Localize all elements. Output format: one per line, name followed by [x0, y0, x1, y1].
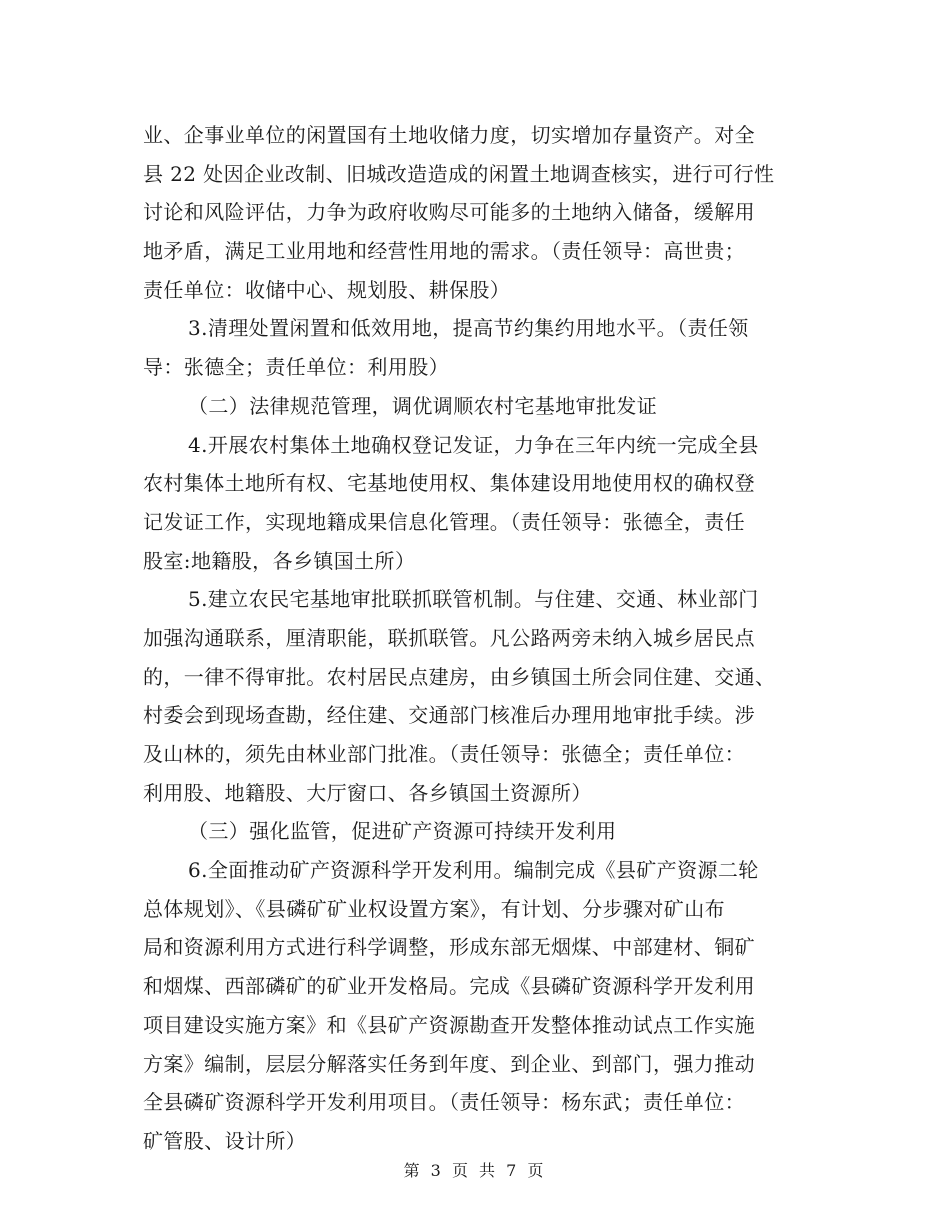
text-line: 全县磷矿资源科学开发利用项目。（责任领导：杨东武；责任单位： — [143, 1090, 745, 1115]
text-line: 记发证工作，实现地籍成果信息化管理。（责任领导：张德全，责任 — [143, 509, 745, 534]
paragraph-item-6-start: 6.全面推动矿产资源科学开发利用。编制完成《县矿产资源二轮 — [188, 858, 759, 883]
text-line: 导：张德全；责任单位：利用股） — [143, 355, 449, 380]
text-line: 讨论和风险评估，力争为政府收购尽可能多的土地纳入储备，缓解用 — [143, 200, 755, 225]
paragraph-item-4-start: 4.开展农村集体土地确权登记发证，力争在三年内统一完成全县 — [188, 432, 759, 457]
section-heading-2: （二）法律规范管理，调优调顺农村宅基地审批发证 — [188, 393, 658, 418]
text-line: 地矛盾，满足工业用地和经营性用地的需求。（责任领导：高世贵； — [143, 239, 745, 264]
document-body — [143, 116, 808, 1161]
text-line: 总体规划》、《县磷矿矿业权设置方案》，有计划、分步骤对矿山布 — [143, 896, 725, 921]
text-line: 股室:地籍股，各乡镇国土所） — [143, 548, 416, 573]
text-line: 县 22 处因企业改制、旧城改造造成的闲置土地调查核实，进行可行性 — [143, 161, 775, 186]
text-line: 业、企事业单位的闲置国有土地收储力度，切实增加存量资产。对全 — [143, 123, 755, 147]
text-line: 利用股、地籍股、大厅窗口、各乡镇国土资源所） — [143, 780, 592, 805]
text-line: 加强沟通联系，厘清职能，联抓联管。凡公路两旁未纳入城乡居民点 — [143, 625, 755, 650]
text-line: 方案》编制，层层分解落实任务到年度、到企业、到部门，强力推动 — [143, 1051, 755, 1076]
text-line: 局和资源利用方式进行科学调整，形成东部无烟煤、中部建材、铜矿 — [143, 935, 755, 960]
text-line: 农村集体土地所有权、宅基地使用权、集体建设用地使用权的确权登 — [143, 471, 755, 496]
text-line: 和烟煤、西部磷矿的矿业开发格局。完成《县磷矿资源科学开发利用 — [143, 974, 755, 999]
text-line: 村委会到现场查勘，经住建、交通部门核准后办理用地审批手续。涉 — [143, 703, 755, 728]
page-number-footer: 第 3 页 共 7 页 — [403, 1161, 547, 1180]
paragraph-item-3-start: 3.清理处置闲置和低效用地，提高节约集约用地水平。（责任领 — [188, 316, 749, 341]
section-heading-3: （三）强化监管，促进矿产资源可持续开发利用 — [188, 819, 617, 844]
paragraph-item-5-start: 5.建立农民宅基地审批联抓联管机制。与住建、交通、林业部门 — [188, 587, 759, 612]
text-line: 责任单位：收储中心、规划股、耕保股） — [143, 277, 511, 302]
text-line: 的，一律不得审批。农村居民点建房，由乡镇国土所会同住建、交通、 — [143, 664, 776, 689]
text-line: 及山林的，须先由林业部门批准。（责任领导：张德全；责任单位： — [143, 742, 745, 766]
text-line: 矿管股、设计所） — [143, 1128, 307, 1153]
text-line: 项目建设实施方案》和《县矿产资源勘查开发整体推动试点工作实施 — [143, 1012, 755, 1037]
